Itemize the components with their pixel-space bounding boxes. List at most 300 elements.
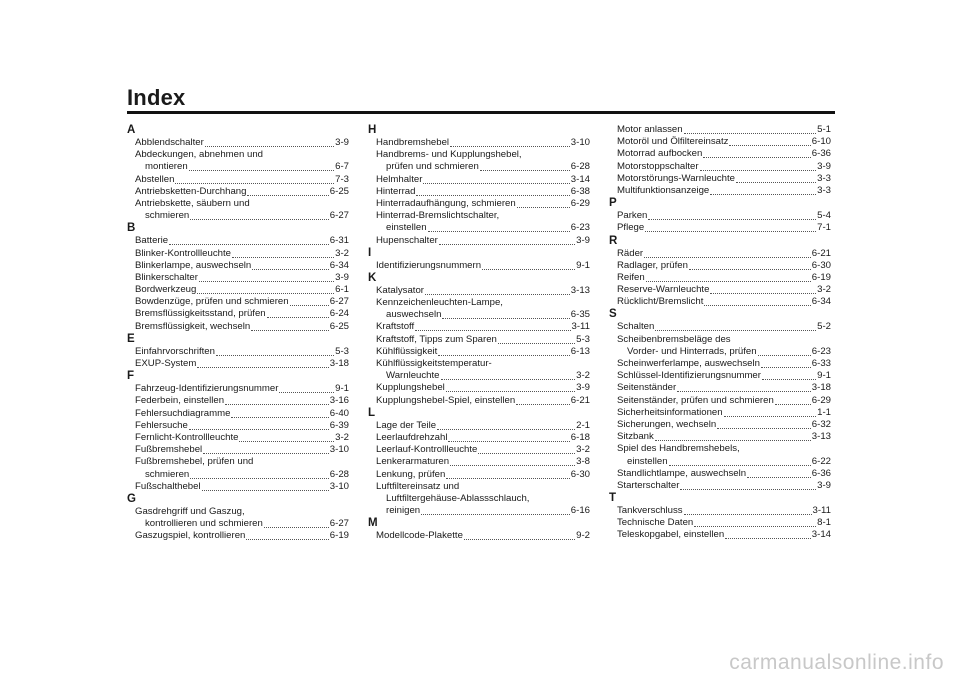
entry-page: 3-9	[335, 271, 349, 283]
entry-text: Motorrad aufbocken	[617, 148, 703, 160]
entry-text: Pflege	[617, 222, 645, 234]
index-entry	[368, 481, 590, 493]
entry-text: Motorstoppschalter	[617, 160, 699, 172]
dot-leader	[175, 174, 334, 184]
dot-leader	[197, 358, 328, 368]
entry-text: Motorstörungs-Warnleuchte	[617, 172, 736, 184]
entry-text: Abdeckungen, abnehmen und	[135, 149, 264, 161]
index-entry	[127, 420, 349, 432]
entry-page: 1-1	[817, 406, 831, 418]
entry-text: Fehlersuchdiagramme	[135, 407, 231, 419]
entry-text: Scheinwerferlampe, auswechseln	[617, 358, 760, 369]
section-letter: B	[127, 222, 136, 235]
entry-page: 6-10	[811, 136, 831, 148]
index-entry	[368, 456, 590, 468]
index-entry	[368, 432, 590, 444]
entry-page: 6-29	[570, 197, 590, 209]
index-entry	[127, 284, 349, 296]
index-entry	[609, 382, 831, 394]
entry-text: einstellen	[386, 222, 427, 234]
entry-page: 3-11	[812, 505, 831, 517]
index-entry	[127, 481, 349, 493]
entry-text: Spiel des Handbremshebels,	[617, 443, 740, 455]
index-entry	[368, 161, 590, 173]
index-entry	[127, 296, 349, 308]
index-entry	[127, 272, 349, 284]
entry-page: 3-18	[329, 358, 349, 369]
entry-text: Identifizierungsnummern	[376, 259, 482, 271]
index-entry	[368, 395, 590, 407]
entry-page: 6-22	[811, 455, 831, 467]
index-entry	[609, 456, 831, 468]
index-entry	[609, 210, 831, 222]
entry-text: Bowdenzüge, prüfen und schmieren	[135, 296, 289, 308]
index-entry	[609, 480, 831, 492]
entry-page: 6-27	[329, 210, 349, 222]
index-entry	[609, 321, 831, 333]
entry-text: Fußbremshebel, prüfen und	[135, 456, 254, 468]
index-entry	[368, 309, 590, 321]
index-entry	[368, 493, 590, 505]
dot-leader	[251, 321, 329, 331]
index-entry	[368, 198, 590, 210]
entry-page: 3-2	[335, 431, 349, 443]
dot-leader	[736, 173, 816, 183]
dot-leader	[648, 210, 816, 220]
index-entry	[127, 321, 349, 333]
dot-leader	[704, 296, 810, 306]
entry-text: Technische Daten	[617, 517, 694, 529]
index-column-2	[368, 124, 590, 542]
index-entry	[127, 174, 349, 186]
index-entry	[609, 443, 831, 455]
index-entry	[368, 444, 590, 456]
dot-leader	[703, 148, 810, 158]
title-rule	[127, 111, 835, 114]
dot-leader	[246, 530, 328, 540]
dot-leader	[267, 308, 329, 318]
index-entry	[127, 383, 349, 395]
entry-page: 7-3	[335, 173, 349, 185]
dot-leader	[516, 395, 570, 405]
index-entry	[368, 222, 590, 234]
index-entry	[127, 506, 349, 518]
entry-page: 5-4	[817, 210, 831, 222]
entry-text: Leerlauf-Kontrollleuchte	[376, 444, 478, 456]
dot-leader	[264, 518, 329, 528]
entry-text: reinigen	[386, 505, 421, 517]
index-entry	[609, 222, 831, 234]
entry-page: 3-9	[817, 479, 831, 491]
dot-leader	[203, 444, 329, 454]
dot-leader	[439, 235, 575, 245]
entry-text: Luftfiltergehäuse-Ablassschlauch,	[386, 492, 530, 504]
dot-leader	[717, 419, 811, 429]
entry-page: 6-34	[329, 259, 349, 271]
entry-text: Antriebsketten-Durchhang	[135, 185, 247, 197]
index-entry	[127, 210, 349, 222]
index-entry	[368, 469, 590, 481]
entry-text: Lenkerarmaturen	[376, 456, 450, 468]
index-entry	[127, 308, 349, 320]
section-letter: H	[368, 124, 377, 136]
dot-leader	[758, 346, 811, 356]
dot-leader	[225, 395, 329, 405]
index-entry	[609, 296, 831, 308]
entry-page: 6-19	[329, 530, 349, 542]
dot-leader	[423, 174, 569, 184]
index-entry	[609, 358, 831, 370]
entry-page: 3-8	[576, 456, 590, 468]
entry-page: 9-1	[817, 370, 831, 382]
dot-leader	[677, 382, 811, 392]
watermark: carmanualsonline.info	[729, 651, 944, 674]
index-entry	[368, 505, 590, 517]
index-entry	[127, 518, 349, 530]
index-entry	[609, 407, 831, 419]
entry-text: Sitzbank	[617, 431, 654, 443]
index-entry	[368, 174, 590, 186]
dot-leader	[438, 346, 569, 356]
entry-text: Sicherheitsinformationen	[617, 406, 723, 418]
index-entry	[368, 137, 590, 149]
dot-leader	[450, 137, 570, 147]
entry-text: Parken	[617, 210, 648, 222]
entry-text: montieren	[145, 161, 188, 173]
index-column-3	[609, 124, 831, 542]
entry-text: Blinkerschalter	[135, 271, 198, 283]
entry-text: Teleskopgabel, einstellen	[617, 529, 725, 541]
entry-page: 6-7	[335, 161, 349, 173]
dot-leader	[428, 222, 570, 232]
entry-page: 3-11	[571, 321, 590, 333]
section-letter: L	[368, 406, 376, 419]
index-entry	[609, 248, 831, 260]
dot-leader	[232, 248, 334, 258]
entry-page: 3-10	[329, 480, 349, 492]
dot-leader	[464, 530, 575, 540]
section-letter: P	[609, 197, 617, 210]
section-letter: F	[127, 370, 135, 383]
index-entry	[127, 260, 349, 272]
entry-page: 6-23	[811, 345, 831, 357]
entry-page: 3-9	[335, 137, 349, 148]
entry-page: 8-1	[817, 517, 831, 529]
entry-page: 3-13	[570, 284, 590, 296]
entry-text: Kühlflüssigkeit	[376, 345, 438, 357]
entry-page: 6-36	[811, 467, 831, 479]
entry-page: 9-1	[576, 259, 590, 271]
entry-page: 6-29	[811, 394, 831, 406]
dot-leader	[252, 260, 329, 270]
entry-text: Hupenschalter	[376, 234, 438, 246]
entry-page: 5-1	[817, 124, 831, 135]
entry-page: 3-14	[570, 173, 590, 185]
entry-page: 3-2	[576, 444, 590, 456]
index-entry	[127, 137, 349, 149]
dot-leader	[202, 481, 329, 491]
entry-text: Hinterrad-Bremslichtschalter,	[376, 210, 500, 222]
entry-page: 6-1	[335, 284, 349, 296]
entry-text: Radlager, prüfen	[617, 259, 688, 271]
entry-text: Bordwerkzeug	[135, 284, 197, 296]
entry-page: 6-27	[329, 296, 349, 308]
index-entry	[368, 334, 590, 346]
dot-leader	[247, 186, 328, 196]
section-letter: K	[368, 271, 377, 284]
dot-leader	[645, 222, 816, 232]
entry-text: prüfen und schmieren	[386, 161, 479, 173]
dot-leader	[290, 296, 329, 306]
section-letter: R	[609, 234, 618, 247]
index-entry	[127, 530, 349, 542]
entry-text: Kennzeichenleuchten-Lampe,	[376, 297, 503, 309]
index-entry	[368, 370, 590, 382]
dot-leader	[729, 136, 810, 146]
entry-text: Motor anlassen	[617, 124, 683, 135]
index-entry	[127, 432, 349, 444]
dot-leader	[710, 185, 816, 195]
dot-leader	[775, 395, 811, 405]
dot-leader	[680, 480, 816, 490]
entry-text: Kupplungshebel	[376, 382, 445, 394]
dot-leader	[646, 272, 811, 282]
entry-page: 3-9	[576, 234, 590, 246]
index-entry	[368, 149, 590, 161]
index-entry	[609, 334, 831, 346]
index-entry	[609, 370, 831, 382]
dot-leader	[205, 137, 334, 147]
entry-text: Fahrzeug-Identifizierungsnummer	[135, 383, 279, 395]
entry-page: 6-13	[570, 345, 590, 357]
entry-text: Schalten	[617, 321, 655, 333]
entry-text: Abstellen	[135, 173, 175, 185]
section-letter: S	[609, 308, 617, 321]
entry-page: 6-19	[811, 271, 831, 283]
dot-leader	[655, 431, 811, 441]
entry-text: Räder	[617, 247, 644, 259]
dot-leader	[694, 517, 816, 527]
entry-text: Fehlersuche	[135, 419, 188, 431]
index-entry	[609, 431, 831, 443]
entry-text: Blinker-Kontrollleuchte	[135, 247, 231, 259]
section-letter: E	[127, 332, 135, 345]
entry-text: Rücklicht/Bremslicht	[617, 296, 704, 308]
dot-leader	[446, 469, 569, 479]
entry-text: Multifunktionsanzeige	[617, 184, 710, 196]
index-entry	[368, 358, 590, 370]
entry-text: Warnleuchte	[386, 370, 440, 382]
entry-text: Bremsflüssigkeitsstand, prüfen	[135, 308, 266, 320]
entry-text: Scheibenbremsbeläge des	[617, 333, 731, 345]
index-entry	[609, 395, 831, 407]
entry-page: 6-25	[329, 185, 349, 197]
entry-page: 6-30	[570, 468, 590, 480]
entry-page: 5-3	[576, 333, 590, 345]
index-entry	[368, 186, 590, 198]
entry-text: Kraftstoff	[376, 321, 415, 333]
entry-page: 6-27	[329, 518, 349, 530]
index-entry	[609, 136, 831, 148]
entry-text: Handbrems- und Kupplungshebel,	[376, 149, 522, 161]
entry-page: 9-1	[335, 383, 349, 395]
entry-page: 3-3	[817, 172, 831, 184]
entry-text: schmieren	[145, 468, 190, 480]
index-entry	[127, 469, 349, 481]
entry-page: 6-33	[811, 358, 831, 369]
dot-leader	[231, 408, 328, 418]
dot-leader	[655, 321, 816, 331]
dot-leader	[437, 420, 575, 430]
entry-text: Kraftstoff, Tipps zum Sparen	[376, 333, 497, 345]
entry-page: 3-9	[576, 382, 590, 394]
index-entry	[609, 272, 831, 284]
index-entry	[368, 346, 590, 358]
index-entry	[609, 419, 831, 431]
entry-page: 3-3	[817, 184, 831, 196]
section-letter: M	[368, 517, 378, 530]
dot-leader	[279, 383, 334, 393]
section-letter: T	[609, 492, 617, 505]
index-entry	[368, 382, 590, 394]
dot-leader	[190, 210, 329, 220]
entry-text: Leerlaufdrehzahl	[376, 431, 448, 443]
entry-page: 3-16	[329, 395, 349, 407]
entry-text: Abblendschalter	[135, 137, 204, 148]
entry-text: Helmhalter	[376, 173, 423, 185]
index-entry	[368, 210, 590, 222]
index-entry	[609, 124, 831, 136]
entry-page: 7-1	[817, 222, 831, 234]
entry-text: Gasdrehgriff und Gaszug,	[135, 505, 245, 517]
index-entry	[609, 260, 831, 272]
index-entry	[368, 235, 590, 247]
entry-text: Hinterrad	[376, 185, 416, 197]
entry-page: 6-32	[811, 418, 831, 430]
index-entry	[368, 285, 590, 297]
index-entry	[368, 530, 590, 542]
entry-page: 6-28	[329, 468, 349, 480]
entry-page: 9-2	[576, 530, 590, 542]
dot-leader	[498, 334, 575, 344]
entry-page: 6-35	[570, 309, 590, 321]
entry-text: Einfahrvorschriften	[135, 345, 215, 357]
dot-leader	[189, 161, 334, 171]
index-entry	[609, 468, 831, 480]
index-entry	[127, 248, 349, 260]
index-entry	[368, 420, 590, 432]
entry-text: Starterschalter	[617, 479, 680, 491]
dot-leader	[239, 432, 334, 442]
index-entry	[127, 456, 349, 468]
dot-leader	[450, 456, 575, 466]
entry-text: Kühlflüssigkeitstemperatur-	[376, 358, 492, 369]
dot-leader	[684, 505, 812, 515]
entry-text: schmieren	[145, 210, 190, 222]
entry-text: Reserve-Warnleuchte	[617, 284, 710, 296]
entry-page: 6-18	[570, 431, 590, 443]
dot-leader	[425, 285, 570, 295]
dot-leader	[684, 124, 817, 134]
entry-page: 6-23	[570, 222, 590, 234]
entry-page: 5-3	[335, 345, 349, 357]
index-entry	[609, 284, 831, 296]
entry-page: 6-31	[329, 235, 349, 247]
entry-page: 3-10	[329, 444, 349, 456]
entry-text: Antriebskette, säubern und	[135, 197, 250, 209]
entry-page: 6-25	[329, 320, 349, 332]
dot-leader	[448, 432, 569, 442]
entry-page: 3-2	[817, 284, 831, 296]
entry-text: Hinterradaufhängung, schmieren	[376, 197, 516, 209]
entry-text: Blinkerlampe, auswechseln	[135, 259, 252, 271]
entry-page: 6-24	[329, 308, 349, 320]
entry-page: 6-36	[811, 148, 831, 160]
entry-text: Fußschalthebel	[135, 480, 201, 492]
dot-leader	[441, 370, 576, 380]
dot-leader	[199, 272, 334, 282]
index-entry	[609, 173, 831, 185]
entry-page: 3-13	[811, 431, 831, 443]
entry-text: Standlichtlampe, auswechseln	[617, 467, 747, 479]
entry-page: 3-2	[335, 247, 349, 259]
entry-text: Katalysator	[376, 284, 424, 296]
entry-text: Lage der Teile	[376, 419, 437, 431]
index-entry	[609, 529, 831, 541]
index-entry	[127, 358, 349, 370]
entry-page: 3-18	[811, 382, 831, 394]
dot-leader	[442, 309, 569, 319]
dot-leader	[197, 284, 334, 294]
entry-text: Handbremshebel	[376, 137, 450, 148]
dot-leader	[446, 382, 575, 392]
entry-page: 3-2	[576, 370, 590, 382]
entry-text: auswechseln	[386, 309, 442, 321]
index-entry	[368, 321, 590, 333]
dot-leader	[416, 186, 569, 196]
entry-text: Tankverschluss	[617, 505, 683, 517]
dot-leader	[480, 161, 570, 171]
entry-page: 6-21	[811, 247, 831, 259]
dot-leader	[482, 260, 575, 270]
dot-leader	[216, 346, 334, 356]
dot-leader	[169, 235, 329, 245]
entry-text: Seitenständer	[617, 382, 677, 394]
dot-leader	[415, 321, 570, 331]
dot-leader	[644, 248, 811, 258]
entry-page: 6-34	[811, 296, 831, 308]
entry-text: Modellcode-Plakette	[376, 530, 463, 542]
entry-page: 6-28	[570, 161, 590, 173]
dot-leader	[710, 284, 816, 294]
entry-text: Fußbremshebel	[135, 444, 203, 456]
dot-leader	[700, 161, 817, 171]
entry-text: Motoröl und Ölfiltereinsatz	[617, 136, 729, 148]
entry-text: einstellen	[627, 455, 668, 467]
index-entry	[609, 505, 831, 517]
dot-leader	[762, 370, 816, 380]
index-entry	[127, 235, 349, 247]
entry-text: Vorder- und Hinterrads, prüfen	[627, 345, 757, 357]
dot-leader	[517, 198, 570, 208]
entry-text: Seitenständer, prüfen und schmieren	[617, 394, 774, 406]
page-title: Index	[127, 85, 186, 110]
entry-page: 6-16	[570, 505, 590, 517]
dot-leader	[189, 420, 329, 430]
entry-page: 2-1	[576, 419, 590, 431]
entry-text: Fernlicht-Kontrollleuchte	[135, 431, 239, 443]
index-entry	[609, 185, 831, 197]
